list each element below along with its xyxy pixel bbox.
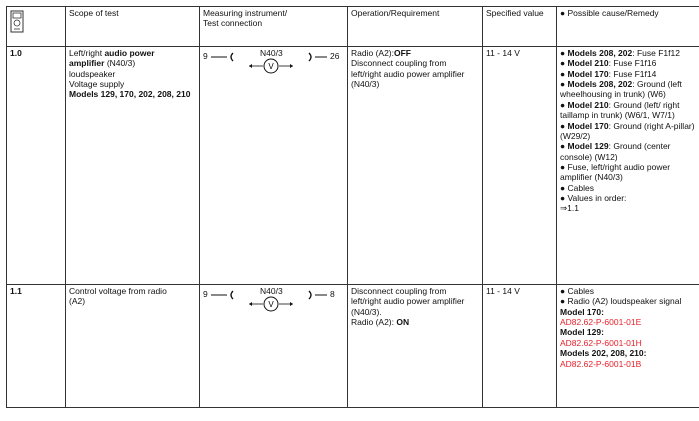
cause-text: Fuse, left/right audio power amplifier (N40/3) bbox=[560, 161, 671, 183]
header-measuring-line2: Test connection bbox=[203, 18, 263, 29]
voltmeter-icon bbox=[203, 287, 337, 313]
header-icon-cell bbox=[7, 7, 66, 47]
header-specified: Specified value bbox=[483, 7, 557, 47]
model-label: Model 129: bbox=[560, 327, 604, 338]
cause-model: Model 210 bbox=[567, 99, 609, 110]
specified-value: 11 - 14 V bbox=[483, 285, 557, 408]
cause-item: ● Model 210: Fuse F1f16 bbox=[560, 58, 657, 69]
cause-item: ● Model 170: Fuse F1f14 bbox=[560, 68, 657, 79]
cause-item: ● Cables bbox=[560, 182, 594, 193]
cause-text: Values in order: bbox=[567, 193, 627, 204]
cause-text: : Ground (left wheelhousing in trunk) (W6) bbox=[560, 79, 682, 100]
scope-cell bbox=[66, 47, 200, 285]
cause-item: ● Cables bbox=[560, 286, 594, 296]
cause-model: Model 170 bbox=[567, 68, 609, 79]
header-row bbox=[7, 7, 699, 47]
cause-text: : Fuse F1f14 bbox=[608, 68, 657, 79]
pin-left-label: 9 bbox=[203, 289, 208, 299]
causes-cell bbox=[557, 47, 699, 285]
scope-text: Control voltage from radio bbox=[69, 286, 167, 296]
model-label: Model 170: bbox=[560, 306, 604, 317]
cause-item: ● Model 170: Ground (right A-pillar) (W29/2) bbox=[560, 120, 695, 141]
measuring-cell bbox=[200, 47, 348, 285]
arrow-ref[interactable]: ⇒1.1 bbox=[560, 203, 579, 214]
cause-model: Model 210 bbox=[567, 58, 609, 69]
header-causes: ● Possible cause/Remedy bbox=[557, 7, 699, 47]
operation-bold: ON bbox=[396, 317, 410, 328]
header-measuring bbox=[200, 7, 348, 47]
doc-link[interactable]: AD82.62-P-6001-01E bbox=[560, 317, 642, 328]
cause-model: Model 170 bbox=[567, 120, 609, 131]
causes-cell bbox=[557, 285, 699, 408]
svg-text:V: V bbox=[268, 300, 274, 309]
scope-models: Models 129, 170, 202, 208, 210 bbox=[69, 89, 191, 100]
cause-item: ● Models 208, 202: Fuse F1f12 bbox=[560, 48, 680, 58]
cause-item: ● Model 129: Ground (center console) (W12) bbox=[560, 141, 671, 162]
connection-diagram bbox=[203, 287, 344, 313]
cause-model: Models 208, 202 bbox=[567, 79, 633, 90]
header-scope: Scope of test bbox=[66, 7, 200, 47]
scope-bold: audio power bbox=[104, 48, 155, 58]
cause-item: ● Fuse, left/right audio power amplifier (N40/3) bbox=[560, 161, 671, 183]
voltmeter-icon bbox=[203, 49, 340, 75]
scope-cell bbox=[66, 285, 200, 408]
model-label: Models 202, 208, 210: bbox=[560, 348, 647, 359]
cause-item: ● Radio (A2) loudspeaker signal bbox=[560, 296, 682, 307]
component-label: N40/3 bbox=[260, 48, 283, 58]
operation-cell bbox=[348, 285, 483, 408]
scope-bold: amplifier bbox=[69, 58, 105, 69]
cause-text: : Ground (right A-pillar) (W29/2) bbox=[560, 120, 695, 141]
operation-text: Radio (A2): bbox=[351, 317, 394, 328]
cause-model: Models 208, 202 bbox=[567, 48, 633, 58]
cause-item: ● Models 208, 202: Ground (left wheelhousing in trunk) (W6) bbox=[560, 79, 682, 100]
cause-text: : Ground (left/ right taillamp in trunk) (W6/1, W7/1) bbox=[560, 99, 680, 121]
component-label: N40/3 bbox=[260, 286, 283, 296]
operation-cell bbox=[348, 47, 483, 285]
cause-text: : Fuse F1f16 bbox=[608, 58, 657, 69]
doc-link[interactable]: AD82.62-P-6001-01H bbox=[560, 337, 642, 348]
table-row bbox=[7, 285, 699, 408]
scope-text: Voltage supply bbox=[69, 79, 125, 90]
header-operation: Operation/Requirement bbox=[348, 7, 483, 47]
cause-text: Cables bbox=[567, 182, 594, 193]
header-measuring-line1: Measuring instrument/ bbox=[203, 8, 288, 18]
cause-model: Model 129 bbox=[567, 141, 609, 152]
operation-bold: OFF bbox=[394, 48, 411, 58]
scope-text: (A2) bbox=[69, 296, 86, 307]
pin-right-label: 8 bbox=[330, 289, 335, 299]
scope-text: Left/right bbox=[69, 48, 103, 58]
cause-item: ● Model 210: Ground (left/ right taillamp in trunk) (W6/1, W7/1) bbox=[560, 99, 680, 121]
multimeter-icon bbox=[10, 10, 24, 34]
step-number: 1.0 bbox=[7, 47, 66, 285]
pin-right-label: 26 bbox=[330, 51, 340, 61]
operation-text: Disconnect coupling from left/right audio power amplifier (N40/3) bbox=[351, 58, 465, 90]
operation-text: Disconnect coupling from left/right audio power amplifier (N40/3). bbox=[351, 286, 465, 317]
measuring-cell bbox=[200, 285, 348, 408]
connection-diagram bbox=[203, 49, 344, 75]
table-row bbox=[7, 47, 699, 285]
scope-text: loudspeaker bbox=[69, 68, 116, 79]
cause-text: : Fuse F1f12 bbox=[632, 48, 680, 58]
doc-link[interactable]: AD82.62-P-6001-01B bbox=[560, 358, 642, 369]
pin-left-label: 9 bbox=[203, 51, 208, 61]
operation-text: Radio (A2): bbox=[351, 48, 394, 58]
scope-text: (N40/3) bbox=[106, 58, 136, 69]
step-number: 1.1 bbox=[7, 285, 66, 408]
cause-item: ● Values in order: bbox=[560, 193, 627, 204]
cause-text: : Ground (center console) (W12) bbox=[560, 141, 671, 162]
specified-value: 11 - 14 V bbox=[483, 47, 557, 285]
causes-list bbox=[560, 48, 699, 203]
test-table bbox=[6, 6, 699, 408]
svg-text:V: V bbox=[268, 62, 274, 71]
